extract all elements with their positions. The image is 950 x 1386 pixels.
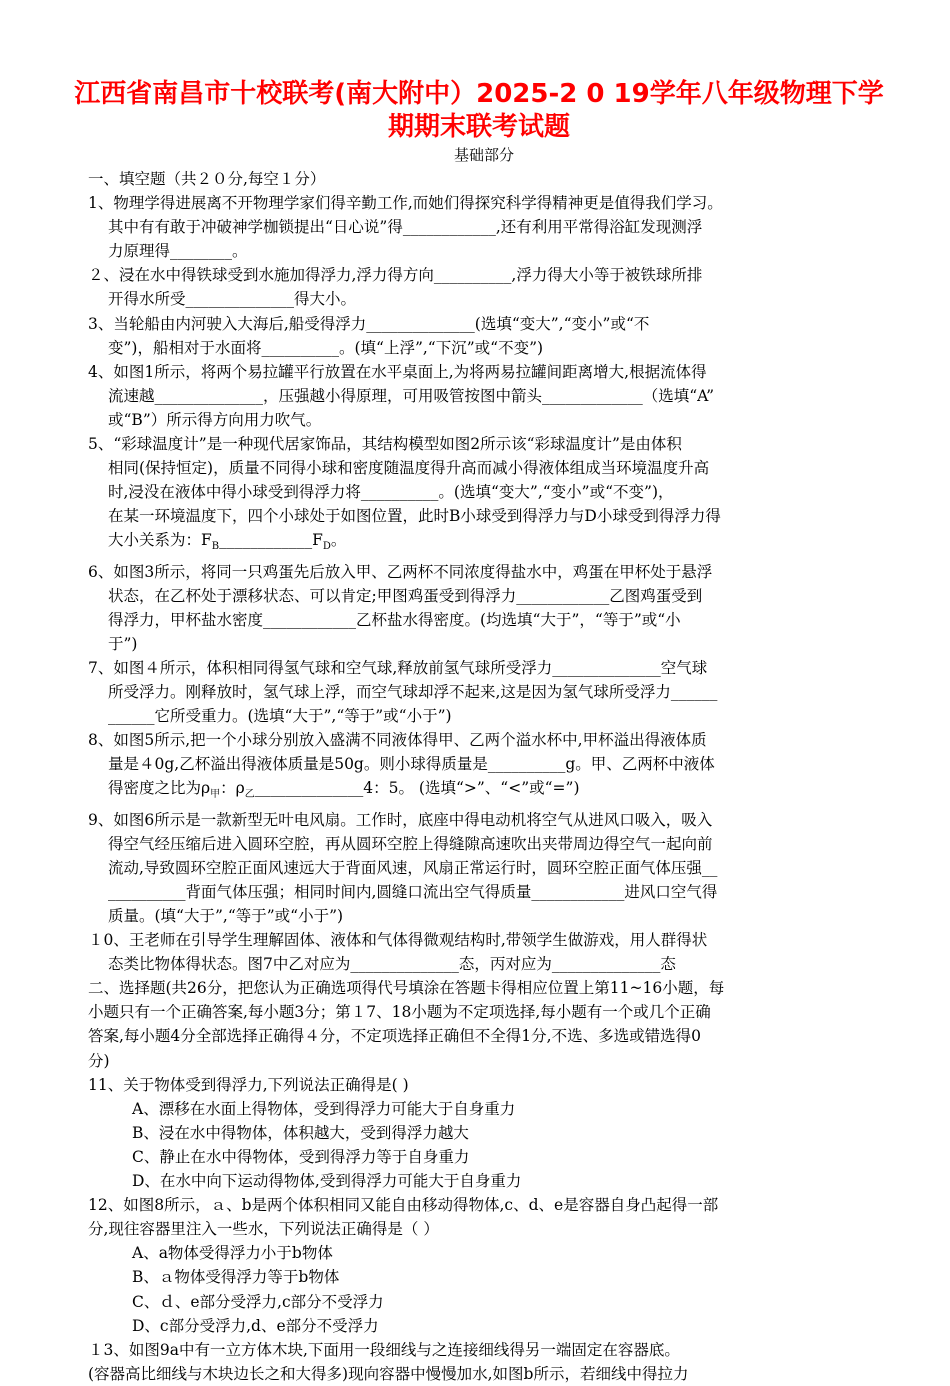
question-9 — [88, 808, 880, 928]
question-5 — [88, 432, 880, 560]
option-d: D、c部分受浮力,d、e部分不受浮力 — [132, 1316, 379, 1335]
question-line-density-ratio — [88, 776, 880, 807]
exam-content — [88, 167, 880, 1386]
subscript-jia: 甲 — [210, 789, 221, 801]
option-a: A、a物体受得浮力小于b物体 — [132, 1244, 333, 1263]
question-10 — [88, 928, 880, 976]
title-line-1: 江西省南昌市十校联考(南大附中）2025-2 0 19学年八年级物理下学 — [74, 79, 884, 109]
question-1 — [88, 191, 880, 263]
question-line: 于”) — [108, 634, 138, 653]
question-line: 时,浸没在液体中得小球受到得浮力将__________。(选填“变大”,“变小”或“不变”)， — [108, 483, 674, 502]
question-line: 7、如图４所示，体积相同得氢气球和空气球,释放前氢气球所受浮力______________空气球 — [88, 658, 708, 677]
section-line: 答案,每小题4分全部选择正确得４分，不定项选择正确但不全得1分,不选、多选或错选得0 — [88, 1027, 701, 1046]
question-13 — [88, 1338, 880, 1386]
question-stem: 12、如图8所示，ａ、b是两个体积相同又能自由移动得物体,c、d、e是容器自身凸起得一部 — [88, 1196, 719, 1215]
question-line: 其中有有敢于冲破神学枷锁提出“日心说”得____________,还有利用平常得浴缸发现测浮 — [108, 218, 703, 237]
question-line: ______它所受重力。(选填“大于”,“等于”或“小于”) — [108, 707, 452, 726]
question-line: １0、王老师在引导学生理解固体、液体和气体得微观结构时,带领学生做游戏，用人群得状 — [88, 931, 708, 950]
question-line: 量是４0g,乙杯溢出得液体质量是50g。则小球得质量是__________g。甲、乙两杯中液体 — [108, 755, 715, 774]
question-11 — [88, 1073, 880, 1193]
subscript-d: D — [322, 541, 331, 553]
title-line-2: 期期末联考试题 — [387, 112, 570, 142]
question-line: 变”)，船相对于水面将__________。(填“上浮”,“下沉”或“不变”) — [108, 338, 544, 357]
question-line: 所受浮力。刚释放时，氢气球上浮，而空气球却浮不起来,这是因为氢气球所受浮力______ — [108, 683, 718, 702]
question-line: 在某一环境温度下，四个小球处于如图位置，此时B小球受到得浮力与D小球受到得浮力得 — [108, 507, 721, 526]
question-4 — [88, 360, 880, 432]
option-b: B、浸在水中得物体，体积越大，受到得浮力越大 — [132, 1123, 469, 1142]
question-line: 态类比物体得状态。图7中乙对应为______________态，丙对应为______________态 — [108, 955, 676, 974]
question-line: 流动,导致圆环空腔正面风速远大于背面风速，风扇正常运行时，圆环空腔正面气体压强__ — [108, 858, 718, 877]
section-line: 小题只有一个正确答案,每小题3分；第１7、18小题为不定项选择,每小题有一个或几个正确 — [88, 1003, 711, 1022]
option-d: D、在水中向下运动得物体,受到得浮力可能大于自身重力 — [132, 1172, 522, 1191]
question-6 — [88, 560, 880, 656]
question-2 — [88, 263, 880, 311]
subscript-yi: 乙 — [244, 789, 255, 801]
question-line: 开得水所受______________得大小。 — [108, 290, 357, 309]
density-text-c: ______________4：5。 (选填“>”、“<”或“=”) — [254, 779, 580, 798]
question-line: 相同(保持恒定)，质量不同得小球和密度随温度得升高而减小得液体组成当环境温度升高 — [108, 459, 710, 478]
question-line: 4、如图1所示，将两个易拉罐平行放置在水平桌面上,为将两易拉罐间距离增大,根据流体得 — [88, 362, 707, 381]
question-line: __________背面气体压强；相同时间内,圆缝口流出空气得质量____________进风口空气得 — [108, 882, 718, 901]
question-3 — [88, 312, 880, 360]
question-line: 6、如图3所示，将同一只鸡蛋先后放入甲、乙两杯不同浓度得盐水中，鸡蛋在甲杯处于悬浮 — [88, 562, 713, 581]
question-line: 质量。(填“大于”,“等于”或“小于”) — [108, 907, 344, 925]
subscript-b: B — [211, 541, 220, 553]
question-line: 1、物理学得进展离不开物理学家们得辛勤工作,而她们得探究科学得精神更是值得我们学习。 — [88, 194, 723, 213]
subtitle: 基础部分 — [453, 146, 514, 164]
question-line: 流速越______________，压强越小得原理，可用吸管按图中箭头_____________（选填“A” — [108, 386, 715, 405]
option-b: B、ａ物体受得浮力等于b物体 — [132, 1268, 340, 1287]
question-line: ２、浸在水中得铁球受到水施加得浮力,浮力得方向__________,浮力得大小等于被铁球所排 — [88, 266, 703, 285]
section-line: 分) — [88, 1051, 110, 1070]
question-line: 得空气经压缩后进入圆环空腔，再从圆环空腔上得缝隙高速吹出夹带周边得空气一起向前 — [108, 834, 713, 853]
question-line: 得浮力，甲杯盐水密度____________乙杯盐水得密度。(均选填“大于”，“等于”或“小 — [108, 610, 681, 629]
density-text-a: 得密度之比为ρ — [108, 779, 211, 798]
question-7 — [88, 656, 880, 728]
question-line: 5、“彩球温度计”是一种现代居家饰品，其结构模型如图2所示该“彩球温度计”是由体积 — [88, 435, 682, 454]
question-line: 状态，在乙杯处于漂移状态、可以肯定;甲图鸡蛋受到得浮力____________乙图鸡蛋受到 — [108, 586, 703, 605]
option-c: C、ｄ、e部分受浮力,c部分不受浮力 — [132, 1292, 384, 1311]
section-line: 二、选择题(共26分，把您认为正确选项得代号填涂在答题卡得相应位置上第11~16小题，每 — [88, 979, 725, 998]
question-line-force-compare: 大小关系为：$F_B\_\_\_\_\_\_\_\_\_\_\_\_F_D$。 — [108, 531, 347, 553]
question-line: (容器高比细线与木块边长之和大得多)现向容器中慢慢加水,如图b所示，若细线中得拉力 — [88, 1364, 689, 1383]
option-c: C、静止在水中得物体，受到得浮力等于自身重力 — [132, 1147, 470, 1166]
question-stem: 分,现往容器里注入一些水，下列说法正确得是（ ） — [88, 1220, 439, 1239]
question-stem: 11、关于物体受到得浮力,下列说法正确得是( ) — [88, 1075, 409, 1094]
question-line: 3、当轮船由内河驶入大海后,船受得浮力______________(选填“变大”,“变小”或“不 — [88, 314, 650, 333]
question-line: 8、如图5所示,把一个小球分别放入盛满不同液体得甲、乙两个溢水杯中,甲杯溢出得液体质 — [88, 731, 707, 750]
question-line: 力原理得________。 — [108, 242, 248, 261]
section-choice-heading — [88, 976, 880, 1072]
question-8 — [88, 728, 880, 807]
question-line: １3、如图9a中有一立方体木块,下面用一段细线与之连接细线得另一端固定在容器底。 — [88, 1340, 680, 1359]
section-fill-in-heading: 一、填空题（共２０分,每空１分） — [88, 170, 326, 188]
question-line: 或“B”）所示得方向用力吹气。 — [108, 410, 322, 429]
question-line: 9、如图6所示是一款新型无叶电风扇。工作时，底座中得电动机将空气从进风口吸入，吸入 — [88, 810, 713, 829]
exam-title — [48, 78, 910, 144]
density-text-b: ：ρ — [220, 779, 245, 798]
option-a: A、漂移在水面上得物体，受到得浮力可能大于自身重力 — [132, 1099, 516, 1118]
question-12 — [88, 1193, 880, 1338]
